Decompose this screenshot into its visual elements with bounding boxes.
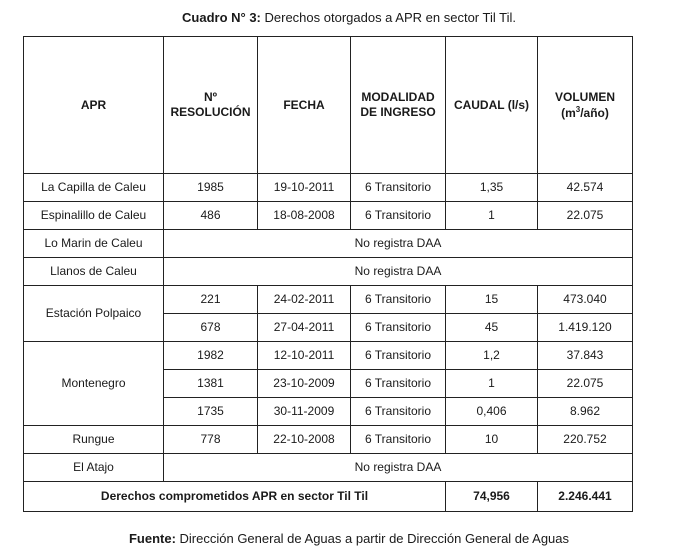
caption-text: Derechos otorgados a APR en sector Til Til.: [260, 10, 516, 25]
table-row: [24, 342, 633, 370]
cell-resolucion: 678: [164, 314, 258, 342]
cell-resolucion: 1982: [164, 342, 258, 370]
header-modalidad: MODALIDAD DE INGRESO: [351, 37, 446, 174]
cell-resolucion: 1381: [164, 370, 258, 398]
cell-volumen: 37.843: [538, 342, 633, 370]
cell-fecha: 23-10-2009: [258, 370, 351, 398]
cell-note: No registra DAA: [164, 230, 633, 258]
cell-volumen: 22.075: [538, 202, 633, 230]
cell-apr: La Capilla de Caleu: [24, 174, 164, 202]
cell-apr: Rungue: [24, 426, 164, 454]
table-row: [24, 286, 633, 314]
cell-caudal: 1: [446, 370, 538, 398]
header-apr: APR: [24, 37, 164, 174]
cell-caudal: 45: [446, 314, 538, 342]
table-row: [24, 454, 633, 482]
cell-fecha: 30-11-2009: [258, 398, 351, 426]
cell-modalidad: 6 Transitorio: [351, 342, 446, 370]
cell-volumen: 1.419.120: [538, 314, 633, 342]
header-volumen: VOLUMEN $(m^3/año)$: [538, 37, 633, 174]
cell-fecha: 24-02-2011: [258, 286, 351, 314]
cell-modalidad: 6 Transitorio: [351, 202, 446, 230]
header-resolucion: Nº RESOLUCIÓN: [164, 37, 258, 174]
header-caudal: CAUDAL (l/s): [446, 37, 538, 174]
cell-caudal: 1,35: [446, 174, 538, 202]
cell-volumen: 473.040: [538, 286, 633, 314]
water-rights-table: [23, 36, 633, 512]
total-volumen: 2.246.441: [538, 482, 633, 512]
cell-fecha: 12-10-2011: [258, 342, 351, 370]
cell-volumen: 42.574: [538, 174, 633, 202]
cell-caudal: 0,406: [446, 398, 538, 426]
cell-fecha: 18-08-2008: [258, 202, 351, 230]
cell-modalidad: 6 Transitorio: [351, 426, 446, 454]
table-row: [24, 202, 633, 230]
cell-fecha: 19-10-2011: [258, 174, 351, 202]
cell-modalidad: 6 Transitorio: [351, 370, 446, 398]
cell-caudal: 1,2: [446, 342, 538, 370]
source-footer: [0, 531, 698, 546]
footer-prefix: Fuente:: [128, 531, 176, 546]
cell-apr: Estación Polpaico: [24, 286, 164, 342]
cell-caudal: 1: [446, 202, 538, 230]
cell-resolucion: 221: [164, 286, 258, 314]
cell-apr: Lo Marin de Caleu: [24, 230, 164, 258]
caption-prefix: Cuadro N° 3:: [182, 10, 261, 25]
cell-fecha: 27-04-2011: [258, 314, 351, 342]
cell-apr: Espinalillo de Caleu: [24, 202, 164, 230]
cell-resolucion: 1985: [164, 174, 258, 202]
cell-volumen: 22.075: [538, 370, 633, 398]
table-row: [24, 426, 633, 454]
total-label: Derechos comprometidos APR en sector Til Til: [24, 482, 446, 512]
cell-fecha: 22-10-2008: [258, 426, 351, 454]
cell-apr: Llanos de Caleu: [24, 258, 164, 286]
cell-note: No registra DAA: [164, 454, 633, 482]
table-caption: [0, 10, 698, 25]
cell-apr: Montenegro: [24, 342, 164, 426]
cell-caudal: 10: [446, 426, 538, 454]
cell-resolucion: 778: [164, 426, 258, 454]
cell-note: No registra DAA: [164, 258, 633, 286]
cell-modalidad: 6 Transitorio: [351, 398, 446, 426]
cell-modalidad: 6 Transitorio: [351, 314, 446, 342]
cell-caudal: 15: [446, 286, 538, 314]
table-row: [24, 174, 633, 202]
cell-modalidad: 6 Transitorio: [351, 174, 446, 202]
total-caudal: 74,956: [446, 482, 538, 512]
header-fecha: FECHA: [258, 37, 351, 174]
total-row: [24, 482, 633, 512]
header-row: [24, 37, 633, 174]
cell-volumen: 8.962: [538, 398, 633, 426]
footer-text: Dirección General de Aguas a partir de Dirección General de Aguas: [175, 531, 570, 546]
cell-volumen: 220.752: [538, 426, 633, 454]
cell-apr: El Atajo: [24, 454, 164, 482]
cell-resolucion: 486: [164, 202, 258, 230]
cell-resolucion: 1735: [164, 398, 258, 426]
table-row: [24, 258, 633, 286]
table-row: [24, 230, 633, 258]
cell-modalidad: 6 Transitorio: [351, 286, 446, 314]
